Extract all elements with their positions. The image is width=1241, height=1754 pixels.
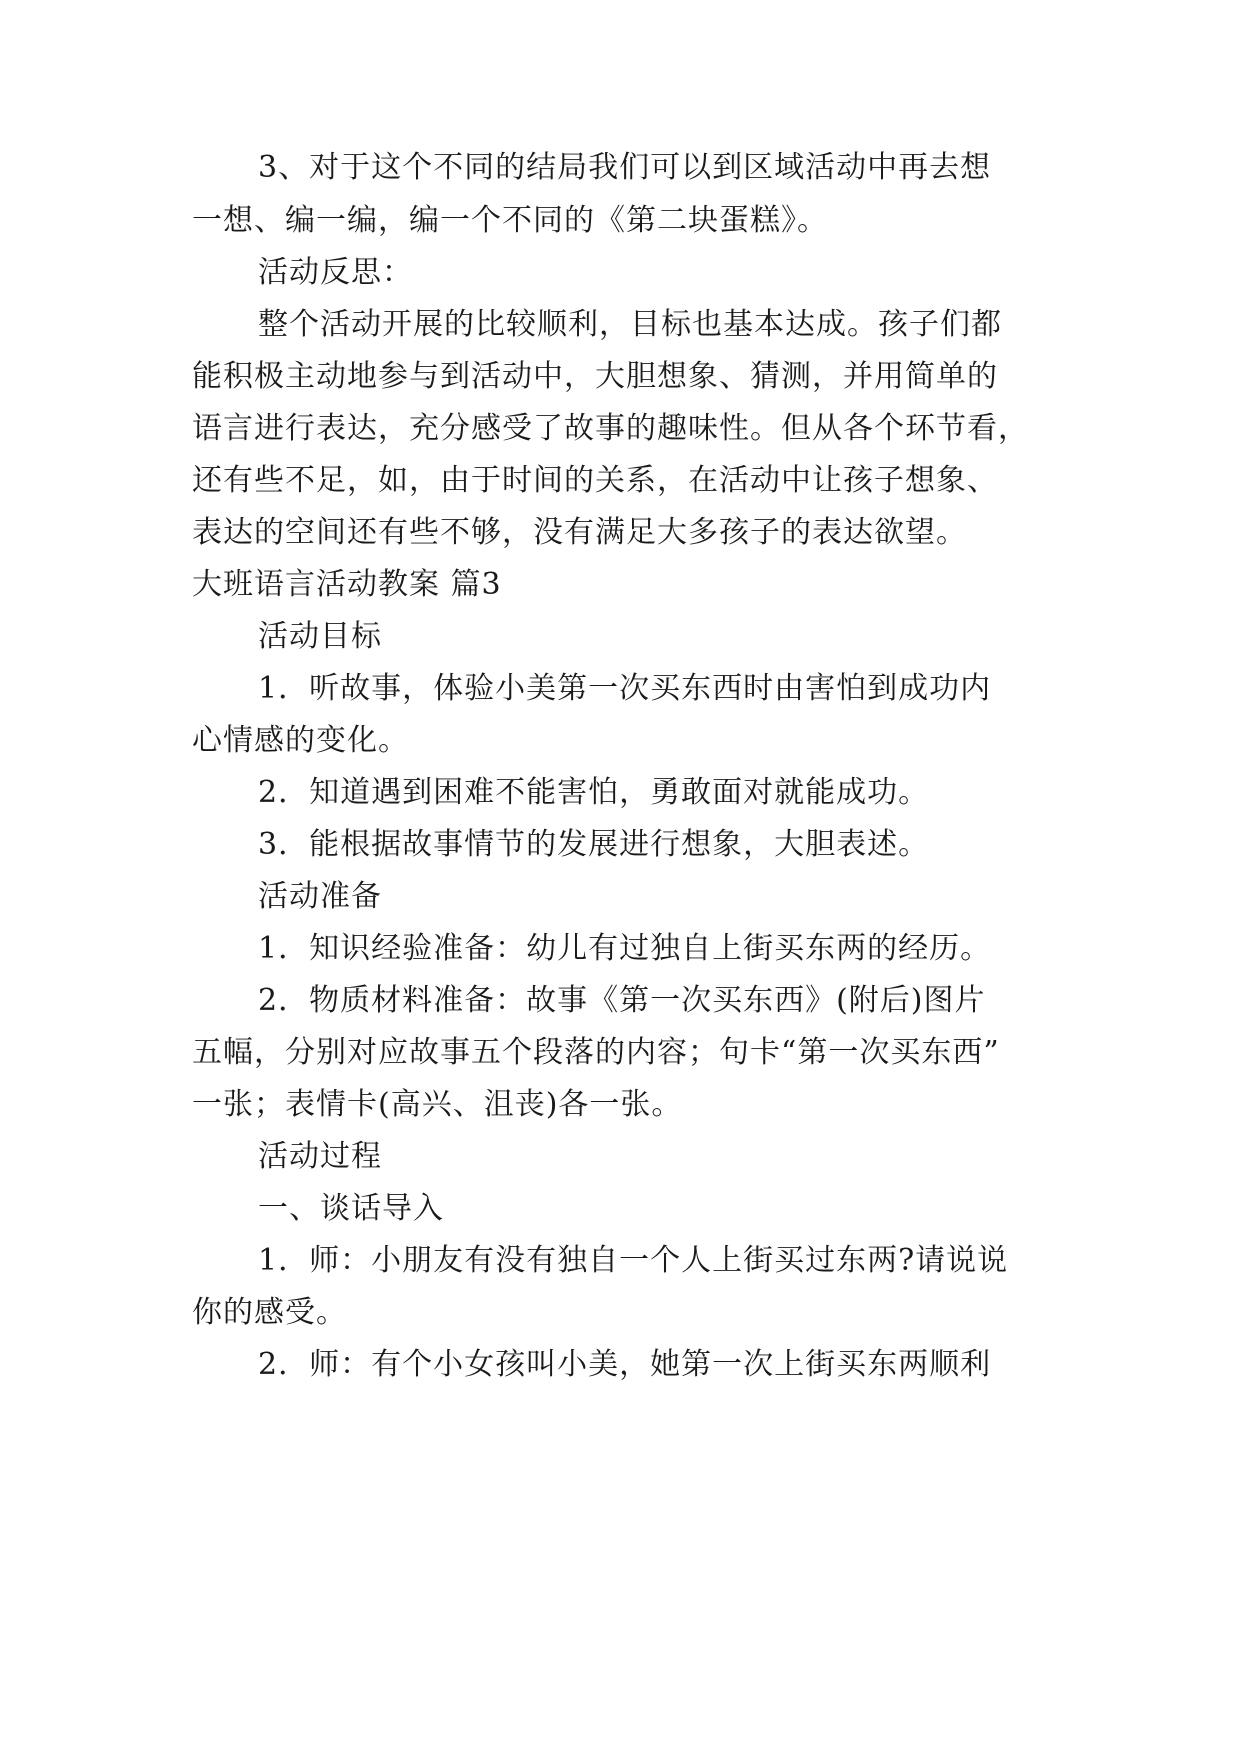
paragraph-line: 2．知道遇到困难不能害怕，勇敢面对就能成功。 — [258, 775, 930, 810]
paragraph-line: 一想、编一编，编一个不同的《第二块蛋糕》。 — [192, 203, 828, 238]
paragraph-line: 2．师：有个小女孩叫小美，她第一次上街买东两顺利 — [258, 1347, 992, 1382]
section-heading: 一、谈话导入 — [258, 1191, 444, 1226]
paragraph-line: 2．物质材料准备：故事《第一次买东西》(附后)图片 — [258, 983, 986, 1018]
section-heading: 活动反思： — [258, 255, 413, 290]
section-heading: 活动过程 — [258, 1139, 382, 1174]
paragraph-line: 表达的空间还有些不够，没有满足大多孩子的表达欲望。 — [192, 515, 967, 550]
paragraph-line: 1．知识经验准备：幼儿有过独自上街买东两的经历。 — [258, 931, 992, 966]
document-title: 大班语言活动教案 篇3 — [192, 567, 502, 602]
paragraph-line: 心情感的变化。 — [192, 723, 409, 758]
paragraph-line: 一张；表情卡(高兴、沮丧)各一张。 — [192, 1087, 683, 1122]
section-heading: 活动准备 — [258, 879, 382, 914]
paragraph-line: 3．能根据故事情节的发展进行想象，大胆表述。 — [258, 827, 930, 862]
paragraph-line: 1．听故事，体验小美第一次买东西时由害怕到成功内 — [258, 671, 992, 706]
paragraph-line: 还有些不足，如，由于时间的关系，在活动中让孩子想象、 — [192, 463, 998, 498]
paragraph-line: 语言进行表达，充分感受了故事的趣味性。但从各个环节看， — [192, 411, 1029, 446]
paragraph-line: 能积极主动地参与到活动中，大胆想象、猜测，并用简单的 — [192, 359, 998, 394]
paragraph-line: 整个活动开展的比较顺利，目标也基本达成。孩子们都 — [258, 307, 1002, 342]
paragraph-line: 1．师：小朋友有没有独自一个人上街买过东两?请说说 — [258, 1243, 1009, 1278]
section-heading: 活动目标 — [258, 619, 382, 654]
paragraph-line: 你的感受。 — [192, 1295, 347, 1330]
paragraph-line: 五幅，分别对应故事五个段落的内容；句卡“第一次买东西” — [192, 1035, 1000, 1070]
paragraph-line: 3、对于这个不同的结局我们可以到区域活动中再去想 — [258, 150, 992, 185]
